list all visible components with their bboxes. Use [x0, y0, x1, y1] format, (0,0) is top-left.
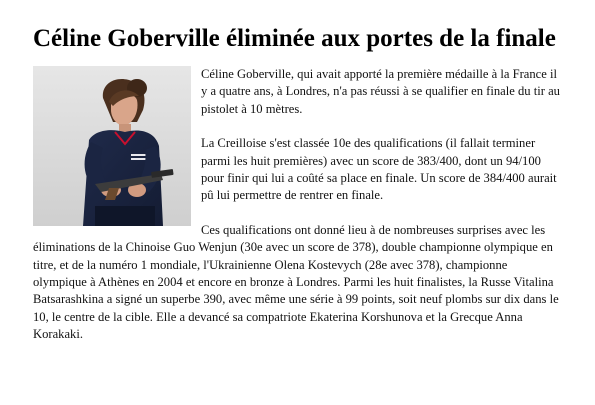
article-body [33, 66, 563, 344]
paragraph-3: Ces qualifications ont donné lieu à de nombreuses surprises avec les éliminations de la Chinoise Guo Wenjun (30e avec un score de 378), double championne olympique en titre, et de la numéro 1 mondiale, l'Ukrainienne Olena Kostevych (28e avec 378), championne olympique à Athènes en 2004 et encore en bronze à Londres. Parmi les huit finalistes, la Russe Vitalina Batsarashkina a signé un superbe 390, avec même une série à 99 points, soit neuf plombs sur dix dans le 10, le centre de la cible. Elle a devancé sa compatriote Ekaterina Korshunova et la Grecque Anna Korakaki. [33, 222, 559, 342]
paragraph-2: La Creilloise s'est classée 10e des qualifications (il fallait terminer parmi les huit premières) avec un score de 383/400, dont un 94/100 pour finir qui lui a coûté sa place en finale. Un score de 384/400 aurait pû lui permettre de rentrer en finale. [201, 136, 557, 203]
article [33, 24, 563, 344]
shooter-photo [33, 66, 191, 226]
paragraph-1: Céline Goberville, qui avait apporté la première médaille à la France il y a quatre ans, à Londres, n'a pas réussi à se qualifier en finale du tir au pistolet à 10 mètres. [201, 67, 560, 116]
headline: Céline Goberville éliminée aux portes de la finale [33, 25, 556, 52]
